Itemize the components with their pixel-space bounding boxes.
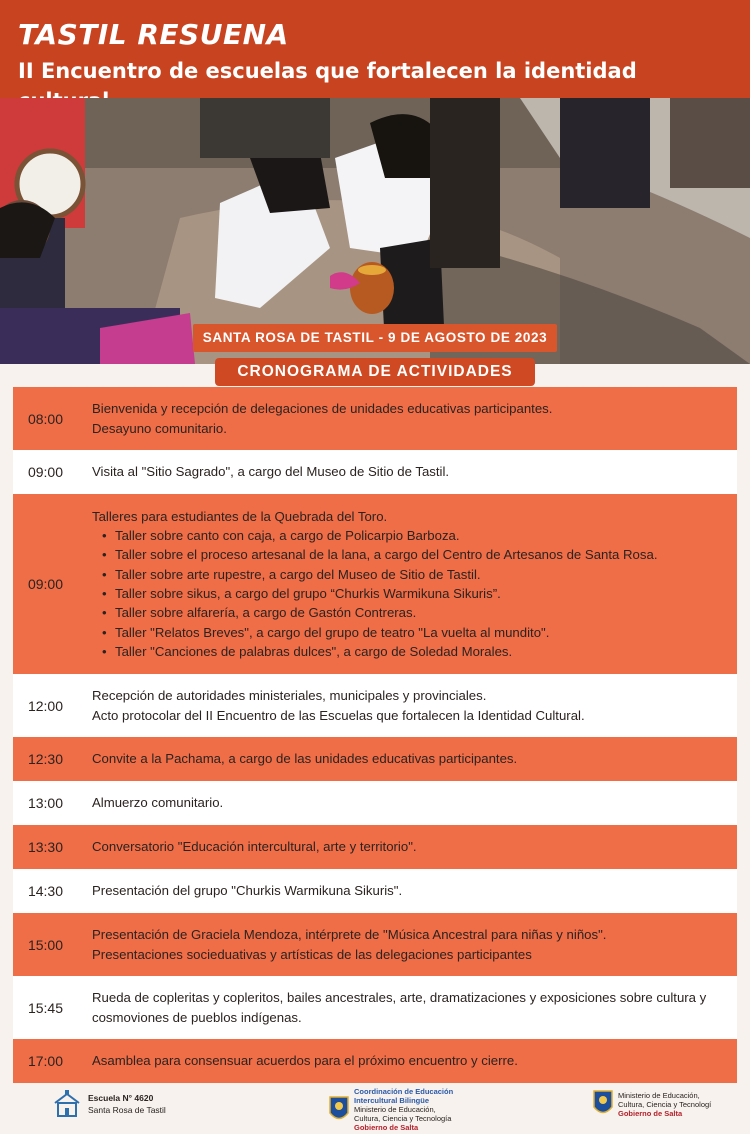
row-time: 08:00 (27, 410, 64, 427)
list-item: • Taller "Relatos Breves", a cargo del grupo de teatro "La vuelta al mundito". (92, 623, 737, 642)
school-place: Santa Rosa de Tastil (88, 1105, 166, 1115)
salta-shield-icon (592, 1089, 614, 1119)
description-line: Asamblea para consensuar acuerdos para el próximo encuentro y cierre. (92, 1053, 518, 1069)
logo-text: Intercultural Bilingüe (354, 1096, 430, 1105)
row-description (78, 1051, 737, 1070)
description-line: Presentaciones socieduativas y artísticas de las delegaciones participantes (92, 946, 532, 962)
row-time: 17:00 (27, 1053, 64, 1069)
row-time: 09:00 (27, 464, 64, 480)
row-description (78, 881, 737, 900)
header (0, 0, 750, 98)
schedule-row (13, 1039, 737, 1083)
list-item: • Taller sobre arte rupestre, a cargo del Museo de Sitio de Tastil. (92, 565, 737, 584)
schedule-row (13, 781, 737, 825)
row-time: 15:00 (27, 936, 64, 953)
logo-text: Cultura, Ciencia y Tecnología (354, 1114, 452, 1123)
footer (0, 1083, 750, 1134)
logo-text: Ministerio de Educación, (618, 1090, 700, 1100)
ceib-logo-block (328, 1087, 453, 1132)
row-time: 14:30 (27, 883, 64, 899)
row-description (78, 462, 737, 481)
logo-text: Ministerio de Educación, (354, 1105, 436, 1114)
description-line: Presentación de Graciela Mendoza, intérprete de "Música Ancestral para niñas y niños". (92, 927, 607, 943)
description-line: Acto protocolar del II Encuentro de las Escuelas que fortalecen la Identidad Cultural. (92, 707, 585, 723)
description-line: Convite a la Pachama, a cargo de las unidades educativas participantes. (92, 751, 518, 767)
logo-text: Gobierno de Salta (618, 1108, 683, 1118)
description-line: Conversatorio "Educación intercultural, arte y territorio". (92, 839, 417, 855)
row-description (78, 399, 737, 438)
schedule-row (13, 450, 737, 494)
row-time: 13:30 (27, 839, 64, 855)
row-description (78, 686, 737, 725)
row-description (78, 507, 737, 661)
description-line: Recepción de autoridades ministeriales, municipales y provinciales. (92, 688, 487, 704)
row-time: 12:00 (27, 697, 64, 714)
description-line: Presentación del grupo "Churkis Warmikuna Sikuris". (92, 883, 403, 899)
page-title: TASTIL RESUENA (18, 18, 289, 51)
row-time: 15:45 (27, 999, 64, 1016)
logo-text: Gobierno de Salta (354, 1123, 419, 1132)
schedule-row (13, 869, 737, 913)
row-description (78, 749, 737, 768)
row-description (78, 793, 737, 812)
list-item: • Taller "Canciones de palabras dulces", a cargo de Soledad Morales. (92, 642, 737, 661)
schedule-table (13, 387, 737, 1083)
school-building-icon (52, 1089, 82, 1119)
description-line: Visita al "Sitio Sagrado", a cargo del Museo de Sitio de Tastil. (92, 464, 450, 480)
page-subtitle: II Encuentro de escuelas que fortalecen la identidad (18, 59, 637, 83)
schedule-row (13, 825, 737, 869)
list-item: • Taller sobre el proceso artesanal de la lana, a cargo del Centro de Artesanos de Santa Rosa. (92, 545, 737, 564)
description-line: Desayuno comunitario. (92, 420, 227, 436)
description-line: Almuerzo comunitario. (92, 795, 224, 811)
schedule-row (13, 976, 737, 1039)
schedule-row (13, 913, 737, 976)
schedule-row (13, 674, 737, 737)
row-description (78, 837, 737, 856)
workshop-list (92, 526, 737, 661)
list-item: • Taller sobre sikus, a cargo del grupo “Churkis Warmikuna Sikuris”. (92, 584, 737, 603)
school-name: Escuela N° 4620 (88, 1093, 154, 1103)
row-time: 12:30 (27, 751, 64, 767)
description-line: Bienvenida y recepción de delegaciones de unidades educativas participantes. (92, 401, 553, 417)
row-description (78, 988, 737, 1027)
row-time: 13:00 (27, 795, 64, 811)
list-item: • Taller sobre canto con caja, a cargo de Policarpio Barboza. (92, 526, 737, 545)
schedule-row (13, 387, 737, 450)
schedule-row (13, 737, 737, 781)
schedule-row (13, 494, 737, 674)
list-item: • Taller sobre alfarería, a cargo de Gastón Contreras. (92, 603, 737, 622)
row-description (78, 925, 737, 964)
row-time: 09:00 (27, 576, 64, 592)
logo-text: Cultura, Ciencia y Tecnologí (618, 1099, 712, 1109)
ministry-logo-block (592, 1089, 711, 1119)
description-line: Talleres para estudiantes de la Quebrada del Toro. (92, 508, 388, 524)
logo-text: Coordinación de Educación (354, 1087, 454, 1096)
school-logo-block (52, 1089, 166, 1119)
description-line: Rueda de copleritas y copleritos, bailes ancestrales, arte, dramatizaciones y exposiciones sobre cultura y cosmoviones de pueblos indígenas. (92, 990, 707, 1025)
section-title: CRONOGRAMA DE ACTIVIDADES (215, 358, 535, 386)
date-banner: SANTA ROSA DE TASTIL - 9 DE AGOSTO DE 2023 (193, 324, 557, 352)
salta-shield-icon (328, 1095, 350, 1125)
